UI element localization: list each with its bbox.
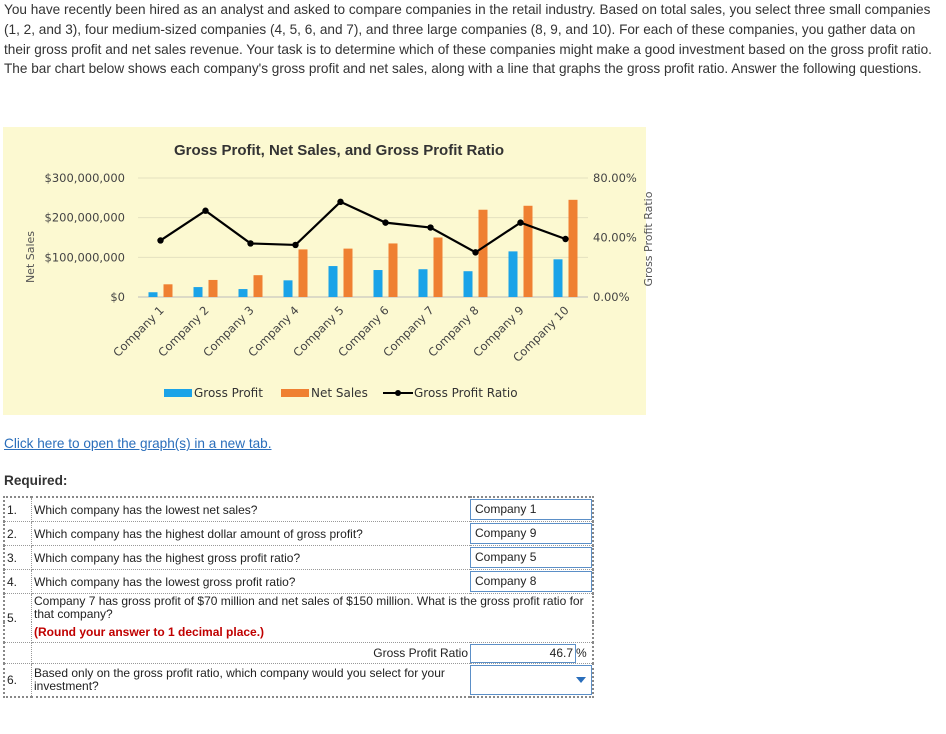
y2-tick-label: 0.00% (593, 290, 630, 304)
bar-gross-profit (194, 287, 203, 297)
ratio-point (247, 240, 253, 246)
ratio-point (202, 208, 208, 214)
ratio-point (472, 249, 478, 255)
x-tick-label: Company 2 (155, 303, 212, 360)
questions-table (3, 496, 594, 698)
y-tick-label: $0 (110, 290, 125, 304)
question-number: 1. (4, 497, 32, 522)
x-tick-label: Company 9 (470, 303, 527, 360)
question-text: Which company has the highest dollar amount of gross profit? (32, 522, 471, 546)
percent-unit: % (576, 645, 587, 660)
bar-net-sales (434, 238, 443, 298)
answer-field[interactable]: Company 5 (470, 547, 592, 568)
question-text: Which company has the lowest gross profit ratio? (32, 570, 471, 594)
open-graph-link[interactable]: Click here to open the graph(s) in a new tab. (4, 436, 272, 451)
question-number: 6. (4, 664, 32, 698)
required-heading: Required: (4, 473, 68, 488)
bar-net-sales (164, 284, 173, 297)
bar-net-sales (389, 243, 398, 297)
x-tick-label: Company 3 (200, 303, 257, 360)
ratio-point (562, 236, 568, 242)
x-tick-label: Company 10 (510, 303, 572, 365)
x-tick-label: Company 4 (245, 303, 302, 360)
chart-title: Gross Profit, Net Sales, and Gross Profit Ratio (173, 142, 505, 159)
question-number: 4. (4, 570, 32, 594)
y-tick-label: $300,000,000 (44, 171, 125, 185)
gross-profit-chart (3, 127, 655, 415)
legend-label-gross-profit: Gross Profit (194, 386, 263, 400)
ratio-point (157, 237, 163, 243)
y-tick-label: $200,000,000 (44, 210, 125, 225)
bar-gross-profit (329, 266, 338, 297)
question-row (4, 546, 593, 570)
x-tick-label: Company 7 (380, 303, 437, 360)
bar-gross-profit (374, 270, 383, 297)
bar-net-sales (344, 249, 353, 297)
y2-tick-label: 40.00% (593, 230, 637, 245)
gross-profit-ratio-label: Gross Profit Ratio (32, 643, 471, 664)
legend-swatch-ratio-marker (395, 390, 401, 396)
bar-gross-profit (284, 280, 293, 297)
bar-net-sales (479, 210, 488, 297)
ratio-point (427, 224, 433, 230)
answer-field[interactable]: Company 8 (470, 571, 592, 592)
question-row (4, 570, 593, 594)
question-row (4, 594, 593, 623)
question-row (4, 664, 593, 698)
y-axis-title: Net Sales (24, 230, 37, 284)
legend-label-ratio: Gross Profit Ratio (414, 386, 518, 400)
y2-tick-label: 80.00% (593, 171, 637, 185)
bar-net-sales (524, 206, 533, 297)
bar-net-sales (209, 280, 218, 297)
x-tick-label: Company 8 (425, 303, 482, 360)
bar-gross-profit (239, 289, 248, 297)
rounding-note: (Round your answer to 1 decimal place.) (34, 625, 265, 639)
bar-gross-profit (419, 269, 428, 297)
answer-field[interactable]: Company 1 (470, 499, 592, 520)
answer-field[interactable]: Company 9 (470, 523, 592, 544)
question-text: Based only on the gross profit ratio, which company would you select for your investment? (34, 666, 445, 693)
bar-net-sales (569, 200, 578, 297)
question-number: 2. (4, 522, 32, 546)
ratio-point (517, 219, 523, 225)
legend-label-net-sales: Net Sales (311, 386, 368, 400)
bar-net-sales (299, 249, 308, 297)
legend-swatch-gross-profit (164, 389, 192, 397)
bar-gross-profit (464, 271, 473, 297)
question-number: 3. (4, 546, 32, 570)
question-text: Which company has the highest gross profit ratio? (32, 546, 471, 570)
question-text: Company 7 has gross profit of $70 million and net sales of $150 million. What is the gross profit ratio for that company? (34, 594, 584, 621)
answer-row (4, 643, 593, 664)
ratio-point (292, 242, 298, 248)
question-number: 5. (4, 594, 32, 643)
bar-gross-profit (509, 251, 518, 297)
bar-gross-profit (149, 292, 158, 297)
chevron-down-icon[interactable] (576, 677, 586, 683)
y2-axis-title: Gross Profit Ratio (642, 191, 655, 287)
gross-profit-ratio-input[interactable]: 46.7 (470, 644, 576, 663)
question-row (4, 497, 593, 522)
question-row (4, 522, 593, 546)
x-tick-label: Company 1 (110, 303, 167, 360)
chart-legend (164, 386, 518, 400)
intro-text: You have recently been hired as an analyst and asked to compare companies in the retail industry. Based on total sales, you select three small companies (1, 2, and 3), four medium-sized companies (4, 5, 6, and 7), and three large companies (8, 9, and 10). For each of these companies, you gather data on their gross profit and net sales revenue. Your task is to determine which of these companies might make a good investment based on the gross profit ratio. The bar chart below shows each company's gross profit and net sales, along with a line that graphs the gross profit ratio. Answer the following questions. (4, 2, 932, 77)
y-tick-label: $100,000,000 (44, 250, 125, 265)
question-row (4, 622, 593, 643)
bar-gross-profit (554, 259, 563, 297)
question-text: Which company has the lowest net sales? (32, 497, 471, 522)
x-tick-label: Company 5 (290, 303, 347, 360)
legend-swatch-net-sales (281, 389, 309, 397)
investment-company-select[interactable] (470, 665, 592, 695)
x-tick-label: Company 6 (335, 303, 392, 360)
ratio-point (337, 199, 343, 205)
ratio-point (382, 219, 388, 225)
ratio-line (161, 202, 566, 253)
chart-panel (3, 127, 655, 415)
bar-net-sales (254, 275, 263, 297)
